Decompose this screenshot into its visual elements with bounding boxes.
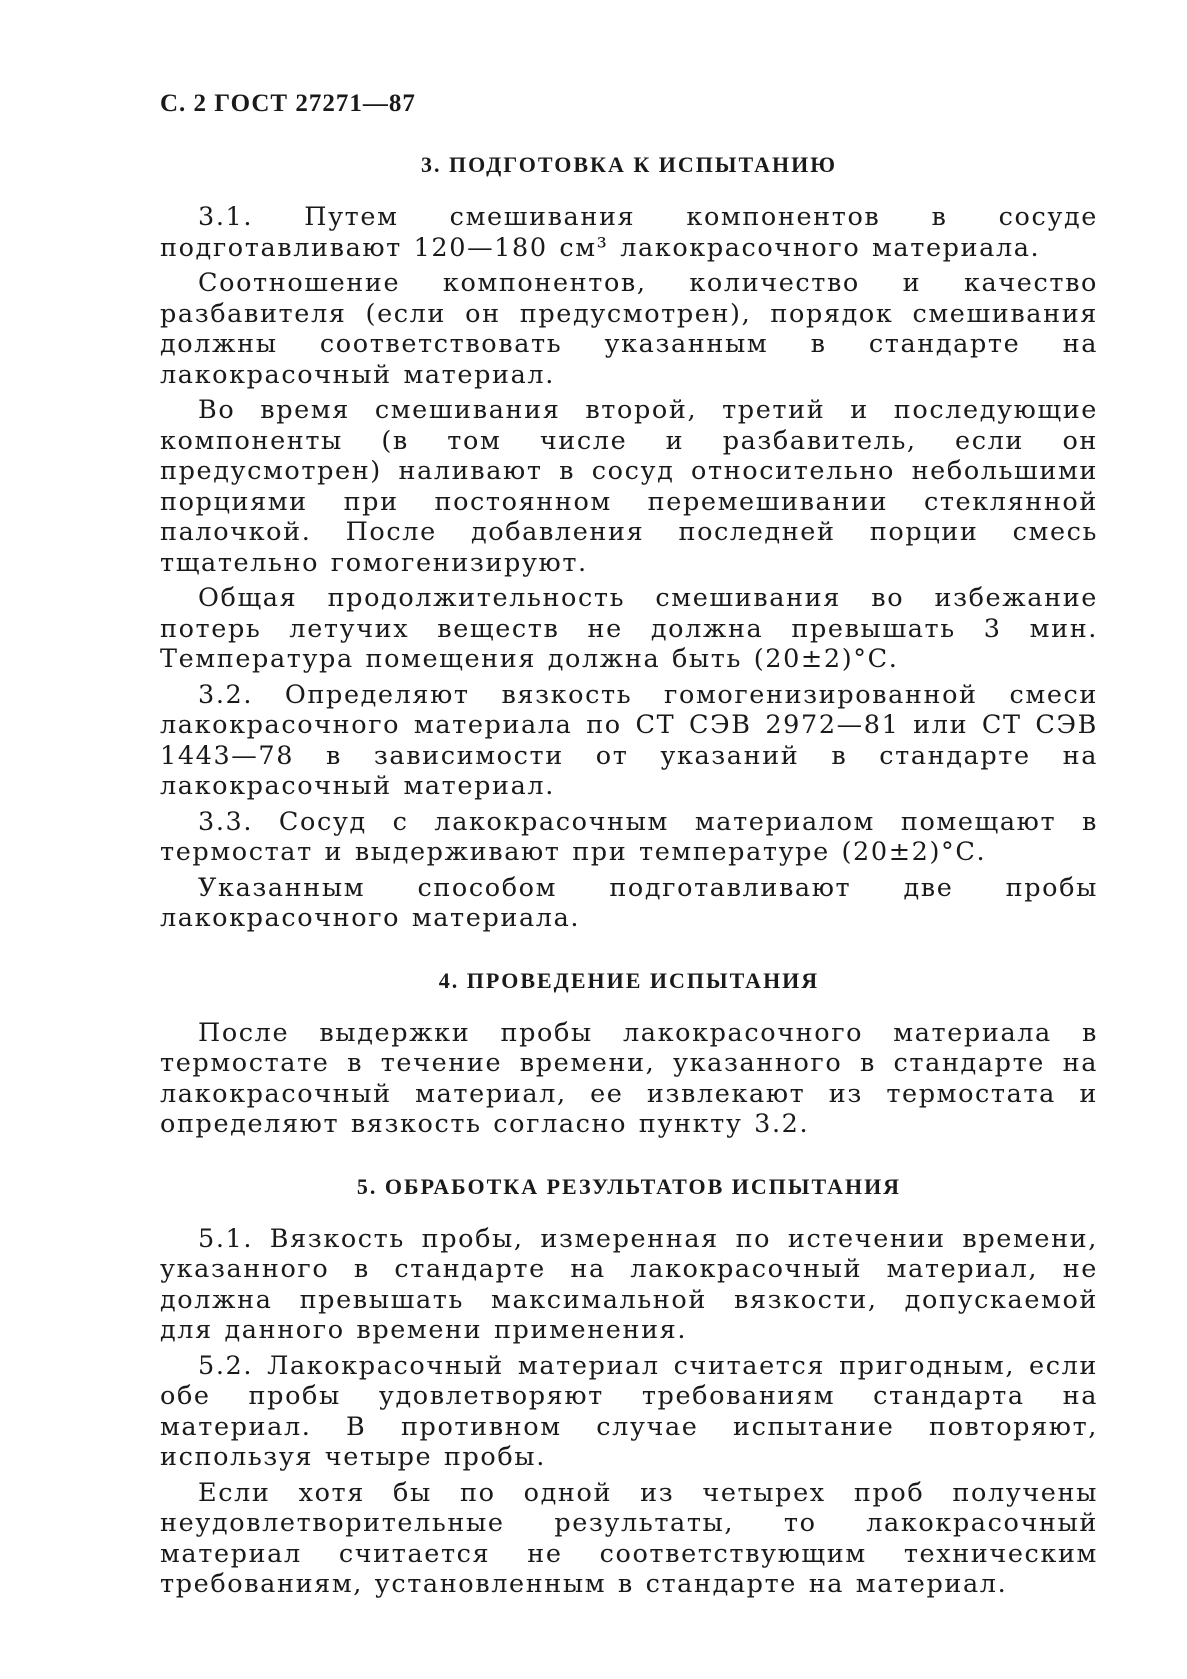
paragraph: 3.3. Сосуд с лакокрасочным материалом помещают в термостат и выдерживают при температуре (20±2)°С.: [160, 806, 1098, 867]
section-4: [160, 968, 1098, 1140]
paragraph: Соотношение компонентов, количество и качество разбавителя (если он предусмотрен), порядок смешивания должны соответствовать указанным в стандарте на лакокрасочный материал.: [160, 268, 1098, 390]
section-title: 3. ПОДГОТОВКА К ИСПЫТАНИЮ: [421, 152, 837, 177]
section-title: 5. ОБРАБОТКА РЕЗУЛЬТАТОВ ИСПЫТАНИЯ: [356, 1173, 902, 1199]
section-title: 4. ПРОВЕДЕНИЕ ИСПЫТАНИЯ: [438, 967, 820, 993]
document-page: [160, 90, 1098, 1605]
paragraph: 5.2. Лакокрасочный материал считается пригодным, если обе пробы удовлетворяют требованиям стандарта на материал. В противном случае испытание повторяют, используя четыре пробы.: [160, 1350, 1098, 1472]
running-head: С. 2 ГОСТ 27271—87: [160, 90, 416, 117]
paragraph: Указанным способом подготавливают две пробы лакокрасочного материала.: [160, 872, 1098, 933]
section-5: [160, 1174, 1098, 1600]
paragraph: После выдержки пробы лакокрасочного материала в термостате в течение времени, указанного в стандарте на лакокрасочный материал, ее извлекают из термостата и определяют вязкость согласно пункту 3.2.: [160, 1017, 1098, 1139]
paragraph: Если хотя бы по одной из четырех проб получены неудовлетворительные результаты, то лакокрасочный материал считается не соответствующим техническим требованиям, установленным в стандарте на материал.: [160, 1477, 1098, 1599]
paragraph: Общая продолжительность смешивания во избежание потерь летучих веществ не должна превышать 3 мин. Температура помещения должна быть (20±2)°С.: [160, 583, 1098, 674]
section-3: [160, 152, 1098, 934]
paragraph: 3.2. Определяют вязкость гомогенизированной смеси лакокрасочного материала по СТ СЭВ 2972—81 или СТ СЭВ 1443—78 в зависимости от указаний в стандарте на лакокрасочный материал.: [160, 679, 1098, 801]
paragraph: 3.1. Путем смешивания компонентов в сосуде подготавливают 120—180 см³ лакокрасочного материала.: [160, 202, 1098, 263]
paragraph: 5.1. Вязкость пробы, измеренная по истечении времени, указанного в стандарте на лакокрасочный материал, не должна превышать максимальной вязкости, допускаемой для данного времени применения.: [160, 1223, 1098, 1345]
paragraph: Во время смешивания второй, третий и последующие компоненты (в том числе и разбавитель, если он предусмотрен) наливают в сосуд относительно небольшими порциями при постоянном перемешивании стеклянной палочкой. После добавления последней порции смесь тщательно гомогенизируют.: [160, 395, 1098, 578]
